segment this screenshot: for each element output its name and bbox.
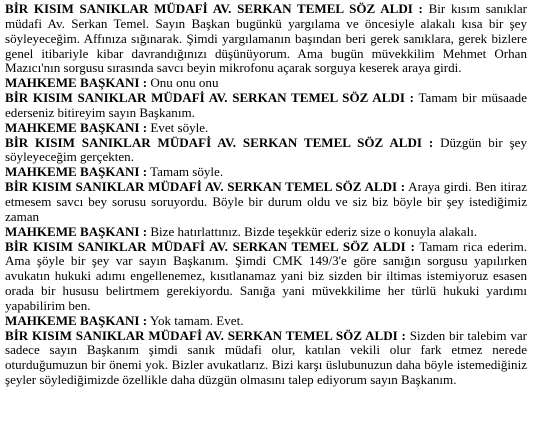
transcript-paragraph xyxy=(5,225,527,240)
statement-text: Bize hatırlattınız. Bizde teşekkür ederiz size o konuyla alakalı. xyxy=(147,223,478,239)
statement-text: Tamam bir müsaade ederseniz bitireyim sayın Başkanım. xyxy=(5,90,527,120)
statement-text: Tamam söyle. xyxy=(147,164,224,180)
transcript-paragraph xyxy=(5,2,527,76)
transcript-paragraph xyxy=(5,180,527,225)
statement-text: Düzgün bir şey söyleyeceğim gerçekten. xyxy=(5,134,527,165)
statement-text: Tamam rica ederim. Ama şöyle bir şey var sayın Başkanım. Şimdi CMK 149/3'e göre sanığın sorgusu yapılırken avukatın hukuki adımı engellenemez, kısıtlanamaz yani biz sizden bir iltimas istemiyoruz esasen orada bir hususu belirtmem gerekiyordu. Sanığa yani müvekkilime her türlü hukuki yardımı yapabilirim ben. xyxy=(5,238,527,313)
transcript-paragraph xyxy=(5,329,527,388)
statement-text: Onu onu onu xyxy=(147,75,219,91)
speaker-label: BİR KISIM SANIKLAR MÜDAFİ AV. SERKAN TEMEL SÖZ ALDI : xyxy=(5,90,414,106)
speaker-label: BİR KISIM SANIKLAR MÜDAFİ AV. SERKAN TEMEL SÖZ ALDI : xyxy=(5,179,406,195)
speaker-label: MAHKEME BAŞKANI : xyxy=(5,312,148,328)
speaker-label: BİR KISIM SANIKLAR MÜDAFİ AV. SERKAN TEMEL SÖZ ALDI : xyxy=(5,134,434,150)
transcript-paragraph xyxy=(5,91,527,121)
statement-text: Yok tamam. Evet. xyxy=(147,312,244,328)
transcript-paragraph xyxy=(5,136,527,166)
speaker-label: MAHKEME BAŞKANI : xyxy=(5,164,148,180)
statement-text: Evet söyle. xyxy=(147,119,209,135)
transcript-paragraph xyxy=(5,76,527,91)
speaker-label: MAHKEME BAŞKANI : xyxy=(5,223,148,239)
speaker-label: BİR KISIM SANIKLAR MÜDAFİ AV. SERKAN TEMEL SÖZ ALDI : xyxy=(5,238,415,254)
statement-text: Sizden bir talebim var sadece sayın Başkanım şimdi sanık müdafi olur, katılan vekili olur fark etmez nerede oturduğumuzun bir önemi yok. Bizler avukatlarız. Bizi karşı üslubunuzun daha böyle istemediğiniz şeyler söylediğimizde özellikle daha düzgün olmasını talep ediyorum sayın Başkanım. xyxy=(5,327,527,388)
speaker-label: MAHKEME BAŞKANI : xyxy=(5,119,148,135)
transcript-paragraph xyxy=(5,165,527,180)
transcript-paragraph xyxy=(5,240,527,314)
speaker-label: BİR KISIM SANIKLAR MÜDAFİ AV. SERKAN TEMEL SÖZ ALDI : xyxy=(5,327,406,343)
statement-text: Bir kısım sanıklar müdafi Av. Serkan Temel. Sayın Başkan bugünkü yargılama ve öncesiyle alakalı kısa bir şey söyleyeceğim. Affınıza sığınarak. Şimdi yargılamanın başından beri gerek sanıklara, gerek bizlere genel itibariyle kibar davrandığınızı düşünüyorum. Ama bugün müvekkilim Mehmet Orhan Mazıcı'nın sorgusu sırasında savcı beyin mikrofonu açarak sorguya keserek araya girdi. xyxy=(5,1,527,76)
statement-text: Araya girdi. Ben itiraz etmesem savcı bey sorusu soruyordu. Böyle bir durum oldu ve siz biz böyle bir şey istediğimiz zaman xyxy=(5,179,527,224)
speaker-label: BİR KISIM SANIKLAR MÜDAFİ AV. SERKAN TEMEL SÖZ ALDI : xyxy=(5,1,423,16)
speaker-label: MAHKEME BAŞKANI : xyxy=(5,75,148,91)
transcript-paragraph xyxy=(5,121,527,136)
transcript-paragraph xyxy=(5,314,527,329)
